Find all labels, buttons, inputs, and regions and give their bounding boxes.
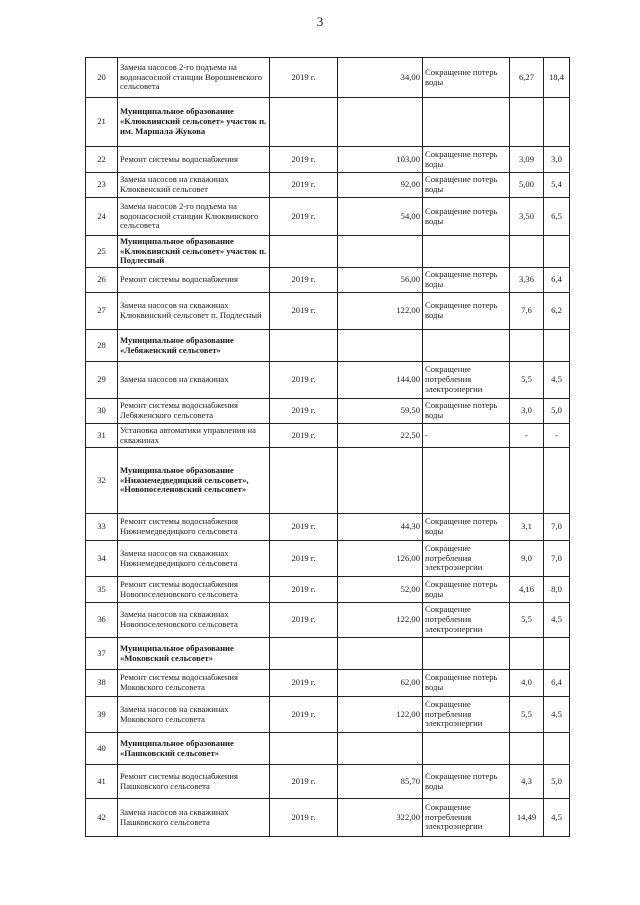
effect-cell: Сокращение потерь воды bbox=[423, 268, 510, 293]
amount-cell bbox=[338, 98, 423, 147]
year-cell: 2019 г. bbox=[270, 697, 338, 733]
value1-cell: 3,1 bbox=[510, 514, 544, 541]
effect-cell: Сокращение потребления электроэнергии bbox=[423, 362, 510, 399]
amount-cell: 44,30 bbox=[338, 514, 423, 541]
table-row bbox=[86, 198, 570, 236]
amount-cell: 122,00 bbox=[338, 603, 423, 638]
amount-cell: 322,00 bbox=[338, 799, 423, 837]
value1-cell bbox=[510, 638, 544, 670]
table-row bbox=[86, 268, 570, 293]
effect-cell: Сокращение потерь воды bbox=[423, 577, 510, 603]
row-number: 42 bbox=[86, 799, 118, 837]
year-cell bbox=[270, 733, 338, 765]
municipality-header: Муниципальное образование «Лебяженский сельсовет» bbox=[118, 330, 270, 362]
row-number: 23 bbox=[86, 173, 118, 198]
row-number: 29 bbox=[86, 362, 118, 399]
row-number: 21 bbox=[86, 98, 118, 147]
value1-cell bbox=[510, 330, 544, 362]
value1-cell: 3,50 bbox=[510, 198, 544, 236]
effect-cell: Сокращение потерь воды bbox=[423, 293, 510, 330]
municipality-header: Муниципальное образование «Моковский сельсовет» bbox=[118, 638, 270, 670]
value1-cell: 5,5 bbox=[510, 362, 544, 399]
work-description: Замена насосов на скважинах Клюквенский сельсовет bbox=[118, 173, 270, 198]
year-cell bbox=[270, 236, 338, 268]
work-description: Замена насосов на скважинах Клюквинский сельсовет п. Подлесный bbox=[118, 293, 270, 330]
amount-cell: 144,00 bbox=[338, 362, 423, 399]
value2-cell: 5,4 bbox=[544, 173, 570, 198]
table-row bbox=[86, 448, 570, 514]
table-row bbox=[86, 362, 570, 399]
effect-cell: - bbox=[423, 424, 510, 448]
year-cell: 2019 г. bbox=[270, 541, 338, 577]
row-number: 33 bbox=[86, 514, 118, 541]
table-row bbox=[86, 293, 570, 330]
value2-cell: 7,0 bbox=[544, 514, 570, 541]
effect-cell bbox=[423, 236, 510, 268]
amount-cell: 56,00 bbox=[338, 268, 423, 293]
work-description: Ремонт системы водоснабжения Пашковского сельсовета bbox=[118, 765, 270, 799]
row-number: 36 bbox=[86, 603, 118, 638]
amount-cell: 122,00 bbox=[338, 697, 423, 733]
work-description: Замена насосов на скважинах Нижнемедведицкого сельсовета bbox=[118, 541, 270, 577]
amount-cell: 62,00 bbox=[338, 670, 423, 697]
year-cell: 2019 г. bbox=[270, 198, 338, 236]
amount-cell: 34,00 bbox=[338, 58, 423, 98]
value1-cell bbox=[510, 733, 544, 765]
value1-cell: 5,5 bbox=[510, 697, 544, 733]
work-description: Ремонт системы водоснабжения Новопоселеновского сельсовета bbox=[118, 577, 270, 603]
amount-cell bbox=[338, 733, 423, 765]
effect-cell: Сокращение потерь воды bbox=[423, 173, 510, 198]
work-description: Ремонт системы водоснабжения bbox=[118, 147, 270, 173]
table-row bbox=[86, 765, 570, 799]
row-number: 24 bbox=[86, 198, 118, 236]
effect-cell: Сокращение потерь воды bbox=[423, 147, 510, 173]
value2-cell bbox=[544, 330, 570, 362]
row-number: 39 bbox=[86, 697, 118, 733]
table-row bbox=[86, 638, 570, 670]
value1-cell: 4,0 bbox=[510, 670, 544, 697]
effect-cell: Сокращение потерь воды bbox=[423, 670, 510, 697]
year-cell: 2019 г. bbox=[270, 765, 338, 799]
amount-cell: 59,50 bbox=[338, 399, 423, 424]
municipality-header: Муниципальное образование «Клюквинский сельсовет» участок п. Подлесный bbox=[118, 236, 270, 268]
value1-cell: - bbox=[510, 424, 544, 448]
table-row bbox=[86, 697, 570, 733]
year-cell: 2019 г. bbox=[270, 362, 338, 399]
amount-cell: 85,70 bbox=[338, 765, 423, 799]
effect-cell bbox=[423, 448, 510, 514]
effect-cell: Сокращение потерь воды bbox=[423, 58, 510, 98]
value2-cell: 5,0 bbox=[544, 399, 570, 424]
value1-cell: 3,0 bbox=[510, 399, 544, 424]
value2-cell: 5,0 bbox=[544, 765, 570, 799]
value2-cell: 18,4 bbox=[544, 58, 570, 98]
row-number: 38 bbox=[86, 670, 118, 697]
effect-cell: Сокращение потребления электроэнергии bbox=[423, 697, 510, 733]
value2-cell: 4,5 bbox=[544, 603, 570, 638]
row-number: 28 bbox=[86, 330, 118, 362]
effect-cell bbox=[423, 98, 510, 147]
row-number: 32 bbox=[86, 448, 118, 514]
amount-cell: 54,00 bbox=[338, 198, 423, 236]
value2-cell: 6,4 bbox=[544, 268, 570, 293]
amount-cell bbox=[338, 330, 423, 362]
row-number: 37 bbox=[86, 638, 118, 670]
table-row bbox=[86, 799, 570, 837]
effect-cell: Сокращение потерь воды bbox=[423, 399, 510, 424]
value2-cell: 7,0 bbox=[544, 541, 570, 577]
value2-cell: 4,5 bbox=[544, 697, 570, 733]
work-description: Замена насосов 2-го подъема на водонасосной станции Клюквинского сельсовета bbox=[118, 198, 270, 236]
value2-cell bbox=[544, 98, 570, 147]
work-description: Ремонт системы водоснабжения Лебяженского сельсовета bbox=[118, 399, 270, 424]
row-number: 34 bbox=[86, 541, 118, 577]
table-row bbox=[86, 577, 570, 603]
amount-cell bbox=[338, 638, 423, 670]
amount-cell: 103,00 bbox=[338, 147, 423, 173]
amount-cell: 92,00 bbox=[338, 173, 423, 198]
value1-cell: 3,36 bbox=[510, 268, 544, 293]
work-description: Замена насосов на скважинах Пашковского сельсовета bbox=[118, 799, 270, 837]
effect-cell bbox=[423, 733, 510, 765]
value2-cell bbox=[544, 638, 570, 670]
row-number: 40 bbox=[86, 733, 118, 765]
value2-cell: 6,5 bbox=[544, 198, 570, 236]
value2-cell: 6,4 bbox=[544, 670, 570, 697]
row-number: 30 bbox=[86, 399, 118, 424]
year-cell bbox=[270, 638, 338, 670]
measures-table bbox=[85, 57, 570, 837]
value2-cell bbox=[544, 733, 570, 765]
row-number: 25 bbox=[86, 236, 118, 268]
value2-cell: 4,5 bbox=[544, 362, 570, 399]
year-cell: 2019 г. bbox=[270, 670, 338, 697]
row-number: 35 bbox=[86, 577, 118, 603]
year-cell bbox=[270, 330, 338, 362]
year-cell: 2019 г. bbox=[270, 799, 338, 837]
value2-cell: 3,0 bbox=[544, 147, 570, 173]
year-cell bbox=[270, 448, 338, 514]
row-number: 41 bbox=[86, 765, 118, 799]
effect-cell bbox=[423, 638, 510, 670]
year-cell: 2019 г. bbox=[270, 577, 338, 603]
value1-cell: 4,3 bbox=[510, 765, 544, 799]
year-cell: 2019 г. bbox=[270, 399, 338, 424]
row-number: 31 bbox=[86, 424, 118, 448]
effect-cell: Сокращение потерь воды bbox=[423, 514, 510, 541]
municipality-header: Муниципальное образование «Клюквинский сельсовет» участок п. им. Маршала Жукова bbox=[118, 98, 270, 147]
table-body bbox=[86, 58, 570, 837]
table-row bbox=[86, 173, 570, 198]
year-cell: 2019 г. bbox=[270, 268, 338, 293]
amount-cell: 52,00 bbox=[338, 577, 423, 603]
year-cell: 2019 г. bbox=[270, 58, 338, 98]
value1-cell: 5,5 bbox=[510, 603, 544, 638]
table-row bbox=[86, 58, 570, 98]
value2-cell: 8,0 bbox=[544, 577, 570, 603]
value1-cell bbox=[510, 236, 544, 268]
row-number: 27 bbox=[86, 293, 118, 330]
row-number: 22 bbox=[86, 147, 118, 173]
table-row bbox=[86, 236, 570, 268]
table-row bbox=[86, 514, 570, 541]
work-description: Замена насосов на скважинах bbox=[118, 362, 270, 399]
year-cell: 2019 г. bbox=[270, 603, 338, 638]
work-description: Замена насосов на скважинах Новопоселеновского сельсовета bbox=[118, 603, 270, 638]
effect-cell: Сокращение потребления электроэнергии bbox=[423, 799, 510, 837]
year-cell: 2019 г. bbox=[270, 424, 338, 448]
work-description: Ремонт системы водоснабжения bbox=[118, 268, 270, 293]
effect-cell bbox=[423, 330, 510, 362]
work-description: Ремонт системы водоснабжения Нижнемедведицкого сельсовета bbox=[118, 514, 270, 541]
year-cell: 2019 г. bbox=[270, 514, 338, 541]
row-number: 20 bbox=[86, 58, 118, 98]
value2-cell bbox=[544, 236, 570, 268]
value2-cell bbox=[544, 448, 570, 514]
amount-cell: 122,00 bbox=[338, 293, 423, 330]
table-row bbox=[86, 670, 570, 697]
table-row bbox=[86, 603, 570, 638]
amount-cell bbox=[338, 448, 423, 514]
year-cell: 2019 г. bbox=[270, 293, 338, 330]
value2-cell: 6,2 bbox=[544, 293, 570, 330]
page-number: 3 bbox=[316, 14, 324, 29]
table-row bbox=[86, 733, 570, 765]
value1-cell bbox=[510, 98, 544, 147]
value2-cell: 4,5 bbox=[544, 799, 570, 837]
amount-cell: 22,50 bbox=[338, 424, 423, 448]
effect-cell: Сокращение потребления электроэнергии bbox=[423, 541, 510, 577]
value1-cell: 4,16 bbox=[510, 577, 544, 603]
table-row bbox=[86, 147, 570, 173]
municipality-header: Муниципальное образование «Пашковский сельсовет» bbox=[118, 733, 270, 765]
year-cell bbox=[270, 98, 338, 147]
work-description: Ремонт системы водоснабжения Моковского сельсовета bbox=[118, 670, 270, 697]
effect-cell: Сокращение потерь воды bbox=[423, 198, 510, 236]
table-row bbox=[86, 541, 570, 577]
value1-cell bbox=[510, 448, 544, 514]
table-row bbox=[86, 98, 570, 147]
table-row bbox=[86, 424, 570, 448]
amount-cell bbox=[338, 236, 423, 268]
work-description: Замена насосов 2-го подъема на водонасосной станции Ворошневского сельсовета bbox=[118, 58, 270, 98]
work-description: Замена насосов на скважинах Моковского сельсовета bbox=[118, 697, 270, 733]
value1-cell: 9,0 bbox=[510, 541, 544, 577]
municipality-header: Муниципальное образование «Нижнемедведицкий сельсовет», «Новопоселеновский сельсовет» bbox=[118, 448, 270, 514]
value1-cell: 6,27 bbox=[510, 58, 544, 98]
value1-cell: 3,09 bbox=[510, 147, 544, 173]
value1-cell: 7,6 bbox=[510, 293, 544, 330]
effect-cell: Сокращение потребления электроэнергии bbox=[423, 603, 510, 638]
value2-cell: - bbox=[544, 424, 570, 448]
value1-cell: 5,00 bbox=[510, 173, 544, 198]
amount-cell: 126,00 bbox=[338, 541, 423, 577]
year-cell: 2019 г. bbox=[270, 147, 338, 173]
work-description: Установка автоматики управления на скважинах bbox=[118, 424, 270, 448]
value1-cell: 14,49 bbox=[510, 799, 544, 837]
table-row bbox=[86, 399, 570, 424]
row-number: 26 bbox=[86, 268, 118, 293]
table-row bbox=[86, 330, 570, 362]
year-cell: 2019 г. bbox=[270, 173, 338, 198]
effect-cell: Сокращение потерь воды bbox=[423, 765, 510, 799]
